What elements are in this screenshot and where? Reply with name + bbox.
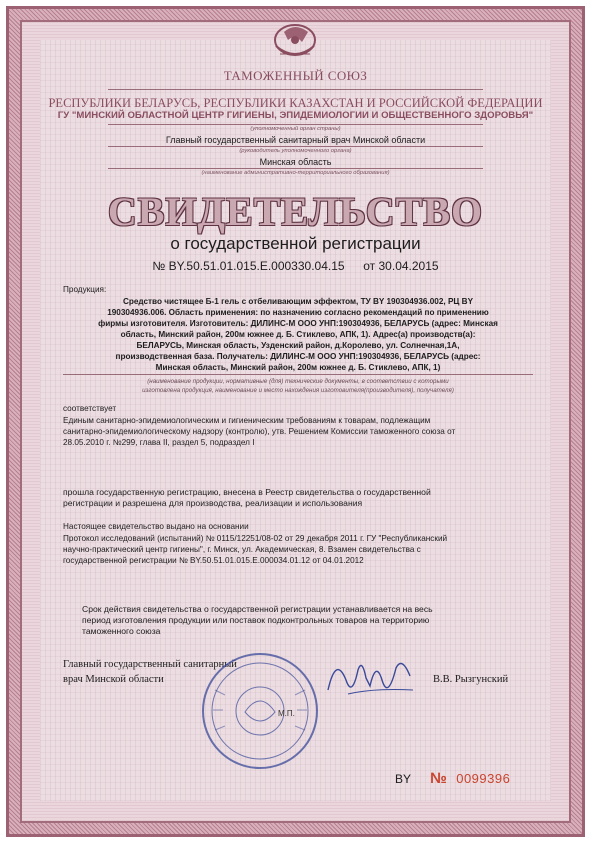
text-line: период изготовления продукции или поставок подконтрольных товаров на территорию bbox=[82, 615, 430, 625]
document-title: СВИДЕТЕЛЬСТВО bbox=[107, 189, 484, 234]
country-code: BY bbox=[395, 772, 411, 786]
products-label: Продукция: bbox=[63, 285, 107, 294]
caption-authority: (уполномоченный орган страны) bbox=[250, 126, 341, 132]
text-line: (наименование продукции, нормативные (для) технические документы, в соответствии с которыми bbox=[147, 378, 449, 385]
products-caption bbox=[63, 377, 533, 395]
divider-line bbox=[108, 168, 483, 169]
text-line: фирмы изготовителя. Изготовитель: ДИЛИНС-М ООО УНП:190304936, БЕЛАРУСЬ (адрес: Минская bbox=[98, 319, 498, 328]
union-title: ТАМОЖЕННЫЙ СОЮЗ bbox=[223, 68, 368, 83]
text-line: Минская область, Минский район, 200м южнее д. Б. Стиклево, АПК, 1) bbox=[155, 363, 441, 372]
registered-text bbox=[63, 487, 533, 509]
signer-position-line1: Главный государственный санитарный bbox=[63, 659, 237, 670]
text-line: БЕЛАРУСЬ, Минская область, Узденский район, д.Королево, ул. Солнечная,1А, bbox=[136, 341, 460, 350]
products-description bbox=[63, 296, 533, 373]
registration-number: № BY.50.51.01.015.Е.000330.04.15 bbox=[152, 259, 345, 273]
complies-text bbox=[63, 415, 533, 448]
text-line: таможенного союза bbox=[82, 626, 161, 636]
text-line: изготовлена продукция, наименование и место нахождения изготовителя(производителя), получателя) bbox=[142, 387, 454, 394]
complies-label: соответствует bbox=[63, 404, 117, 413]
issuer-person: Главный государственный санитарный врач Минской области bbox=[165, 135, 426, 145]
institution-name: ГУ "МИНСКИЙ ОБЛАСТНОЙ ЦЕНТР ГИГИЕНЫ, ЭПИДЕМИОЛОГИИ И ОБЩЕСТВЕННОГО ЗДОРОВЬЯ" bbox=[57, 110, 534, 121]
handwritten-signature bbox=[318, 650, 423, 705]
text-line: Срок действия свидетельства о государственной регистрации устанавливается на весь bbox=[82, 604, 433, 614]
customs-union-emblem bbox=[262, 18, 328, 68]
document-subtitle: о государственной регистрации bbox=[170, 234, 421, 253]
divider-line bbox=[108, 124, 483, 125]
text-line: производственная база. Получатель: ДИЛИНС-М ООО УНП:190304936, БЕЛАРУСЬ (адрес: bbox=[115, 352, 481, 361]
text-line: регистрации и разрешена для производства, реализации и использования bbox=[63, 498, 363, 508]
registration-date: от 30.04.2015 bbox=[363, 259, 439, 273]
text-line: Протокол исследований (испытаний) № 0115/12251/08-02 от 29 декабря 2011 г. ГУ "Республиканский bbox=[63, 534, 448, 543]
official-stamp bbox=[195, 650, 325, 772]
text-line: прошла государственную регистрацию, внесена в Реестр свидетельства о государственной bbox=[63, 487, 431, 497]
text-line: 28.05.2010 г. №299, глава II, раздел 5, подраздел I bbox=[63, 438, 255, 447]
text-line: государственной регистрации № BY.50.51.01.015.Е.000034.01.12 от 04.01.2012 bbox=[63, 556, 364, 565]
text-line: 190304936.006. Область применения: по назначению согласно рекомендаций по применению bbox=[107, 308, 489, 317]
caption-region: (наименование административно-территориального образования) bbox=[201, 170, 390, 176]
text-line: научно-практический центр гигиены", г. Минск, ул. Академическая, 8. Взамен свидетельства с bbox=[63, 545, 421, 554]
basis-label: Настоящее свидетельство выдано на основании bbox=[63, 522, 249, 531]
caption-person: (руководитель уполномоченного органа) bbox=[239, 148, 352, 154]
signer-name: В.В. Рызгунский bbox=[433, 674, 509, 685]
divider-line bbox=[63, 374, 533, 375]
text-line: Средство чистящее Б-1 гель с отбеливающим эффектом, ТУ BY 190304936.002, РЦ BY bbox=[122, 297, 474, 306]
stamp-place-mark: М.П. bbox=[278, 709, 295, 718]
text-line: область, Минский район, 200м южнее д. Б. Стиклево, АПК, 1). Адрес(а) производств(а): bbox=[120, 330, 476, 339]
signer-position-line2: врач Минской области bbox=[63, 674, 164, 685]
number-sign: № bbox=[430, 770, 447, 787]
validity-text bbox=[82, 604, 532, 637]
text-line: санитарно-эпидемиологическому надзору (контролю), утв. Решением Комиссии таможенного союза от bbox=[63, 427, 456, 436]
basis-text bbox=[63, 533, 533, 566]
serial-block bbox=[395, 770, 510, 787]
text-line: Единым санитарно-эпидемиологическим и гигиеническим требованиям к товарам, подлежащим bbox=[63, 416, 431, 425]
union-members: РЕСПУБЛИКИ БЕЛАРУСЬ, РЕСПУБЛИКИ КАЗАХСТАН И РОССИЙСКОЙ ФЕДЕРАЦИИ bbox=[48, 96, 543, 110]
registration-number-line bbox=[0, 259, 591, 273]
region-name: Минская область bbox=[259, 157, 332, 167]
divider-line bbox=[108, 89, 483, 90]
serial-number: 0099396 bbox=[456, 771, 511, 786]
divider-line bbox=[108, 146, 483, 147]
